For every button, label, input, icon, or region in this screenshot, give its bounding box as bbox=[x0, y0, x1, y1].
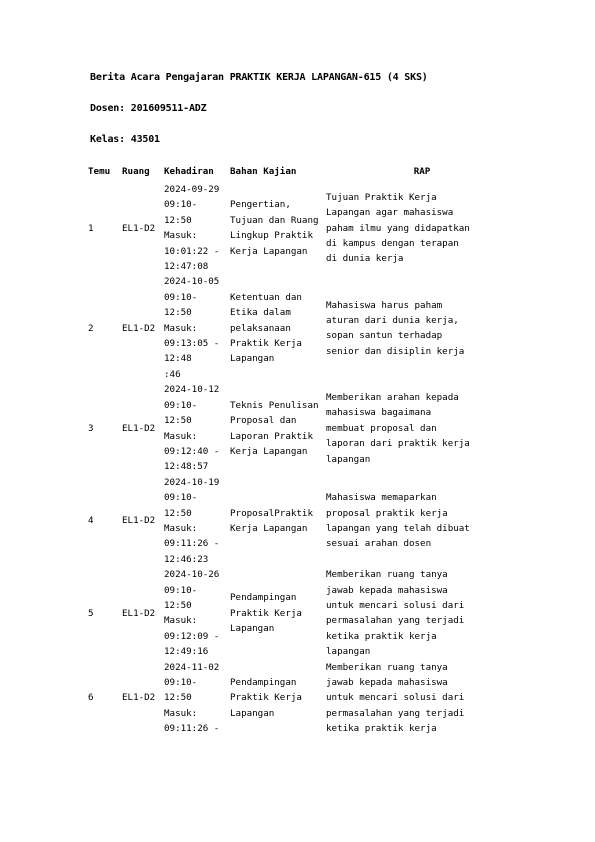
attendance-cell-line: 12:48:57 bbox=[164, 461, 209, 473]
topic-cell-line: Pendampingan bbox=[230, 592, 297, 604]
topic-cell bbox=[228, 398, 324, 460]
meeting-number-cell: 4 bbox=[88, 515, 94, 527]
attendance-cell-line: 12:46:23 bbox=[164, 553, 209, 565]
topic-cell-line: Proposal dan bbox=[230, 415, 297, 427]
attendance-cell-line: 09:10- bbox=[164, 399, 198, 411]
attendance-cell-line: 09:13:05 - bbox=[164, 338, 220, 350]
attendance-cell-line: 09:10- bbox=[164, 677, 198, 688]
table-body bbox=[88, 182, 518, 737]
lecturer-line: Dosen: 201609511-ADZ bbox=[90, 103, 207, 114]
rap-cell bbox=[324, 660, 518, 737]
attendance-cell-line: 10:01:22 - bbox=[164, 245, 220, 257]
topic-cell-line: Pengertian, bbox=[230, 199, 291, 211]
meeting-number-cell: 6 bbox=[88, 692, 94, 704]
attendance-cell-line: :46 bbox=[164, 368, 181, 380]
meeting-number-cell: 3 bbox=[88, 422, 94, 434]
topic-cell-line: Praktik Kerja bbox=[230, 607, 302, 619]
topic-cell-line: Tujuan dan Ruang bbox=[230, 214, 319, 226]
rap-cell bbox=[324, 490, 518, 552]
rap-cell-line: laporan dari praktik kerja bbox=[326, 438, 470, 450]
topic-cell-line: Etika dalam bbox=[230, 307, 291, 319]
rap-cell-line: sesuai arahan dosen bbox=[326, 538, 432, 550]
rap-cell-line: Lapangan agar mahasiswa bbox=[326, 207, 454, 219]
topic-cell-line: pelaksanaan bbox=[230, 322, 291, 334]
attendance-cell-line: 2024-10-19 bbox=[164, 476, 220, 488]
rap-cell-line: lapangan bbox=[326, 453, 371, 465]
report-title: Berita Acara Pengajaran PRAKTIK KERJA LAPANGAN-615 (4 SKS) bbox=[90, 72, 428, 83]
table-row bbox=[88, 382, 518, 474]
rap-cell-line: Memberikan ruang tanya bbox=[326, 569, 448, 581]
topic-cell-line: Ketentuan dan bbox=[230, 291, 302, 303]
meeting-number-cell: 5 bbox=[88, 607, 94, 619]
topic-cell-line: Pendampingan bbox=[230, 677, 297, 688]
attendance-cell-line: 2024-09-29 bbox=[164, 184, 220, 195]
topic-cell bbox=[228, 675, 324, 721]
rap-cell-line: aturan dari dunia kerja, bbox=[326, 314, 459, 326]
column-header-rap: RAP bbox=[413, 166, 431, 177]
rap-cell-line: di dunia kerja bbox=[326, 253, 404, 265]
table-row bbox=[88, 182, 518, 274]
attendance-cell-line: 12:50 bbox=[164, 214, 192, 226]
rap-cell-line: lapangan yang telah dibuat bbox=[326, 522, 470, 534]
rap-cell-line: ketika praktik kerja bbox=[326, 723, 437, 735]
room-cell: EL1-D2 bbox=[122, 692, 156, 704]
attendance-cell-line: 12:50 bbox=[164, 507, 192, 519]
attendance-cell bbox=[162, 274, 228, 382]
attendance-cell-line: 12:50 bbox=[164, 307, 192, 319]
attendance-cell-line: 2024-10-26 bbox=[164, 569, 220, 581]
attendance-cell-line: 09:10- bbox=[164, 199, 198, 211]
attendance-table bbox=[88, 164, 518, 737]
topic-cell bbox=[228, 590, 324, 636]
topic-cell bbox=[228, 506, 324, 537]
table-header bbox=[88, 164, 518, 182]
column-header-topic: Bahan Kajian bbox=[230, 166, 297, 177]
attendance-cell-line: 09:10- bbox=[164, 291, 198, 303]
rap-cell-line: mahasiswa bagaimana bbox=[326, 407, 432, 419]
rap-cell-line: Memberikan arahan kepada bbox=[326, 391, 459, 403]
attendance-cell-line: Masuk: bbox=[164, 322, 198, 334]
attendance-cell-line: 09:11:26 - bbox=[164, 538, 220, 550]
rap-cell-line: Memberikan ruang tanya bbox=[326, 661, 448, 673]
rap-cell-line: jawab kepada mahasiswa bbox=[326, 584, 448, 596]
attendance-cell-line: 09:10- bbox=[164, 584, 198, 596]
topic-cell-line: Teknis Penulisan bbox=[230, 399, 319, 411]
attendance-cell-line: Masuk: bbox=[164, 615, 198, 627]
meeting-number-cell: 2 bbox=[88, 322, 94, 334]
rap-cell-line: membuat proposal dan bbox=[326, 422, 437, 434]
attendance-cell bbox=[162, 567, 228, 659]
rap-cell-line: Mahasiswa harus paham bbox=[326, 299, 443, 311]
rap-cell-line: jawab kepada mahasiswa bbox=[326, 677, 448, 688]
attendance-cell-line: 12:47:08 bbox=[164, 261, 209, 273]
rap-cell bbox=[324, 567, 518, 659]
meeting-number-cell: 1 bbox=[88, 222, 94, 234]
attendance-cell-line: 09:12:40 - bbox=[164, 445, 220, 457]
attendance-cell-line: 12:50 bbox=[164, 599, 192, 611]
attendance-cell bbox=[162, 660, 228, 737]
table-row bbox=[88, 567, 518, 659]
room-cell: EL1-D2 bbox=[122, 422, 156, 434]
rap-cell bbox=[324, 390, 518, 467]
topic-cell-line: Kerja Lapangan bbox=[230, 522, 308, 534]
room-cell: EL1-D2 bbox=[122, 515, 156, 527]
rap-cell-line: Mahasiswa memaparkan bbox=[326, 492, 437, 504]
topic-cell-line: Kerja Lapangan bbox=[230, 445, 308, 457]
column-header-room: Ruang bbox=[122, 166, 150, 177]
attendance-cell-line: 12:48 bbox=[164, 353, 192, 365]
room-cell: EL1-D2 bbox=[122, 607, 156, 619]
topic-cell-line: Praktik Kerja bbox=[230, 338, 302, 350]
topic-cell-line: Lapangan bbox=[230, 353, 275, 365]
topic-cell bbox=[228, 197, 324, 259]
topic-cell-line: ProposalPraktik bbox=[230, 507, 313, 519]
table-row bbox=[88, 274, 518, 382]
topic-cell-line: Lapangan bbox=[230, 707, 275, 719]
attendance-cell bbox=[162, 382, 228, 474]
rap-cell-line: permasalahan yang terjadi bbox=[326, 615, 465, 627]
attendance-cell-line: Masuk: bbox=[164, 707, 198, 719]
attendance-cell-line: 09:11:26 - bbox=[164, 723, 220, 735]
topic-cell-line: Praktik Kerja bbox=[230, 692, 302, 704]
attendance-cell-line: 12:50 bbox=[164, 415, 192, 427]
table-row bbox=[88, 660, 518, 737]
rap-cell bbox=[324, 190, 518, 267]
rap-cell-line: proposal praktik kerja bbox=[326, 507, 448, 519]
topic-cell-line: Laporan Praktik bbox=[230, 430, 313, 442]
rap-cell-line: paham ilmu yang didapatkan bbox=[326, 222, 470, 234]
room-cell: EL1-D2 bbox=[122, 322, 156, 334]
attendance-cell-line: 2024-10-12 bbox=[164, 384, 220, 396]
column-header-meeting: Temu bbox=[88, 166, 111, 177]
column-header-attendance: Kehadiran bbox=[164, 166, 214, 177]
attendance-cell-line: 09:10- bbox=[164, 492, 198, 504]
attendance-cell-line: 2024-10-05 bbox=[164, 276, 220, 288]
attendance-cell-line: 12:49:16 bbox=[164, 646, 209, 658]
rap-cell bbox=[324, 298, 518, 360]
rap-cell-line: untuk mencari solusi dari bbox=[326, 599, 465, 611]
attendance-cell-line: Masuk: bbox=[164, 430, 198, 442]
rap-cell-line: senior dan disiplin kerja bbox=[326, 345, 465, 357]
attendance-cell-line: Masuk: bbox=[164, 230, 198, 242]
rap-cell-line: lapangan bbox=[326, 646, 371, 658]
rap-cell-line: sopan santun terhadap bbox=[326, 330, 443, 342]
room-cell: EL1-D2 bbox=[122, 222, 156, 234]
attendance-cell-line: 2024-11-02 bbox=[164, 661, 220, 673]
rap-cell-line: Tujuan Praktik Kerja bbox=[326, 191, 437, 203]
rap-cell-line: ketika praktik kerja bbox=[326, 630, 437, 642]
attendance-cell-line: 09:12:09 - bbox=[164, 630, 220, 642]
attendance-cell bbox=[162, 475, 228, 567]
topic-cell bbox=[228, 290, 324, 367]
table-row bbox=[88, 475, 518, 567]
rap-cell-line: permasalahan yang terjadi bbox=[326, 707, 465, 719]
attendance-cell-line: Masuk: bbox=[164, 522, 198, 534]
rap-cell-line: untuk mencari solusi dari bbox=[326, 692, 465, 704]
topic-cell-line: Lingkup Praktik bbox=[230, 230, 313, 242]
rap-cell-line: di kampus dengan terapan bbox=[326, 237, 459, 249]
attendance-cell bbox=[162, 182, 228, 274]
attendance-cell-line: 12:50 bbox=[164, 692, 192, 704]
topic-cell-line: Kerja Lapangan bbox=[230, 245, 308, 257]
class-line: Kelas: 43501 bbox=[90, 134, 160, 145]
topic-cell-line: Lapangan bbox=[230, 623, 275, 635]
